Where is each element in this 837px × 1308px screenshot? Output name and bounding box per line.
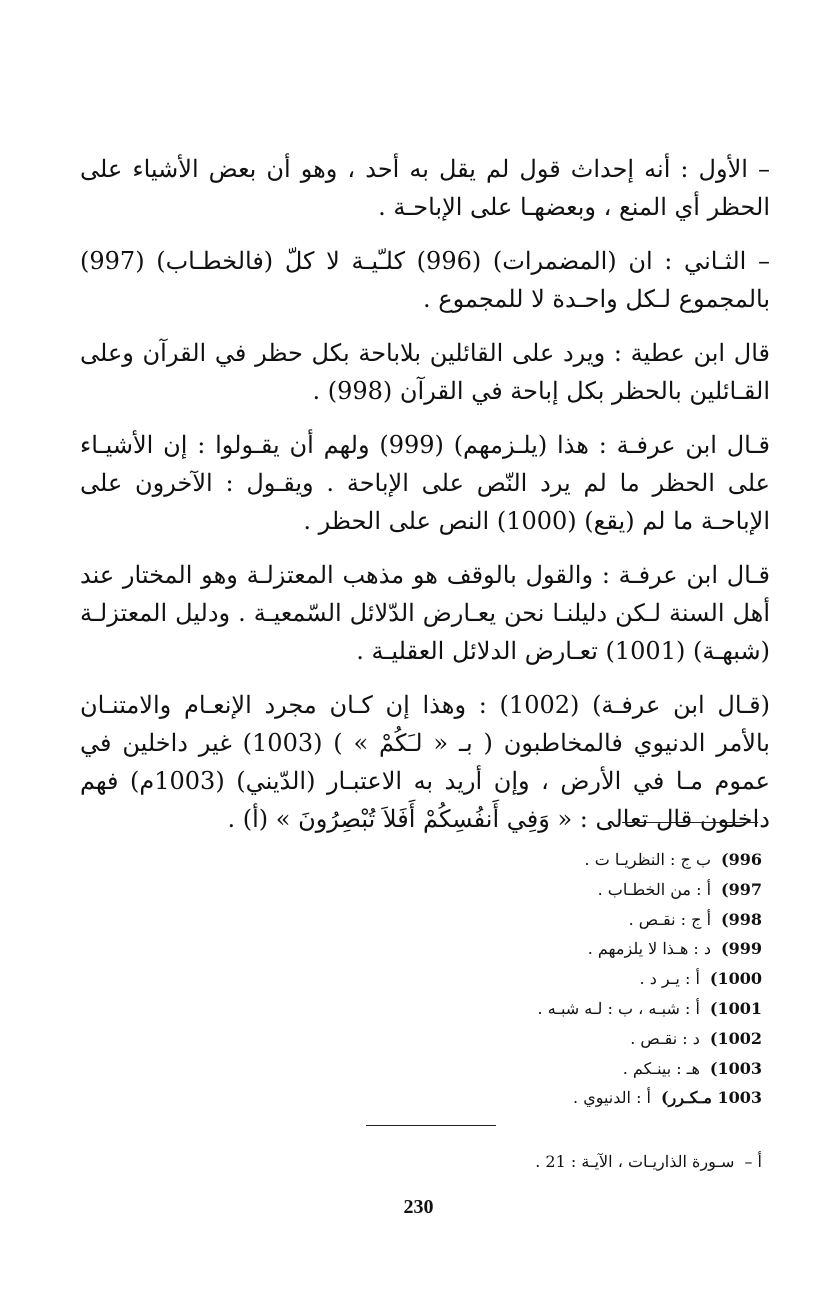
footnote [380, 994, 762, 1024]
main-text [80, 150, 770, 854]
footnote [380, 845, 762, 875]
footnote [380, 964, 762, 994]
footnote-text: أ : من الخطـاب . [597, 879, 712, 899]
paragraph: قـال ابن عرفـة : هذا (يلـزمهم) (999) ولهم أن يقـولوا : إن الأشيـاء على الحظر ما لم يرد النّص على الإباحة . ويقـول : الآخرون على الإباحـة ما لم (يقع) (1000) النص على الحظر . [80, 431, 770, 535]
footnote [380, 1024, 762, 1054]
footnote-text: هـ : بينـكم . [622, 1058, 700, 1078]
footnote-number: 996) [721, 850, 762, 869]
note-mark: أ – [744, 1152, 762, 1171]
footnote-text: ب ج : النظريـا ت . [584, 850, 712, 869]
footnote-number: 1001) [709, 998, 762, 1018]
footnotes [380, 845, 762, 1113]
footnote-text: د : نقـص . [630, 1028, 700, 1048]
footnote-text: أ : الدنيوي . [573, 1088, 651, 1108]
footnote-text: أ ج : نقـص . [628, 909, 712, 929]
footnote-number: 997) [721, 879, 762, 899]
paragraph: – الأول : أنه إحداث قول لم يقل به أحد ، وهو أن بعض الأشياء على الحظر أي المنع ، وبعضهـا على الإباحـة . [80, 155, 770, 221]
paragraph: (قـال ابن عرفـة) (1002) : وهذا إن كـان مجرد الإنعـام والامتنـان بالأمر الدنيوي فالمخاطبون ( بـ « لـَكُمْ » ) (1003) غير داخلين في عموم مـا في الأرض ، وإن أريد به الاعتبـار (الدّيني) (1003م) فهم داخلون قال تعالى : « وَفِي أَنفُسِكُمْ أَفَلاَ تُبْصِرُونَ » (أ) . [80, 691, 771, 833]
verse-note [380, 1147, 762, 1177]
footnote [380, 905, 762, 935]
footnote-number: 1003 مـكـرر) [660, 1088, 762, 1108]
paragraph: قال ابن عطية : ويرد على القائلين بلاباحة بكل حظر في القرآن وعلى القـائلين بالحظر بكل إباحة في القرآن (998) . [80, 339, 770, 405]
footnote-text: أ : شبـه ، ب : لـه شبـه . [537, 998, 700, 1018]
footnote [380, 1083, 762, 1113]
footnote-text: د : هـذا لا يلزمهم . [587, 939, 712, 959]
footnote-number: 998) [721, 909, 762, 929]
paragraph: – الثـاني : ان (المضمرات) (996) كلـّيـة لا كلّ (فالخطـاب) (997) بالمجموع لـكل واحـدة لا للمجموع . [80, 247, 770, 313]
footnote [380, 1054, 762, 1084]
footnote-number: 1003) [709, 1058, 762, 1078]
footnote-number: 1000) [709, 969, 762, 989]
page-number: 230 [403, 1196, 434, 1218]
paragraph: قـال ابن عرفـة : والقول بالوقف هو مذهب المعتزلـة وهو المختار عند أهل السنة لـكن دليلنـا نحن يعـارض الدّلائل السّمعيـة . ودليل المعتزلـة (شبهـة) (1001) تعـارض الدلائل العقليـة . [80, 561, 770, 665]
note-separator [366, 1125, 496, 1126]
footnote-text: أ : يـر د . [639, 969, 700, 989]
footnote-separator [622, 822, 758, 823]
footnote [380, 875, 762, 905]
footnote-number: 1002) [709, 1028, 762, 1048]
note-text: سـورة الذاريـات ، الآيـة : 21 . [535, 1152, 735, 1171]
footnote-number: 999) [721, 939, 762, 959]
footnote [380, 934, 762, 964]
